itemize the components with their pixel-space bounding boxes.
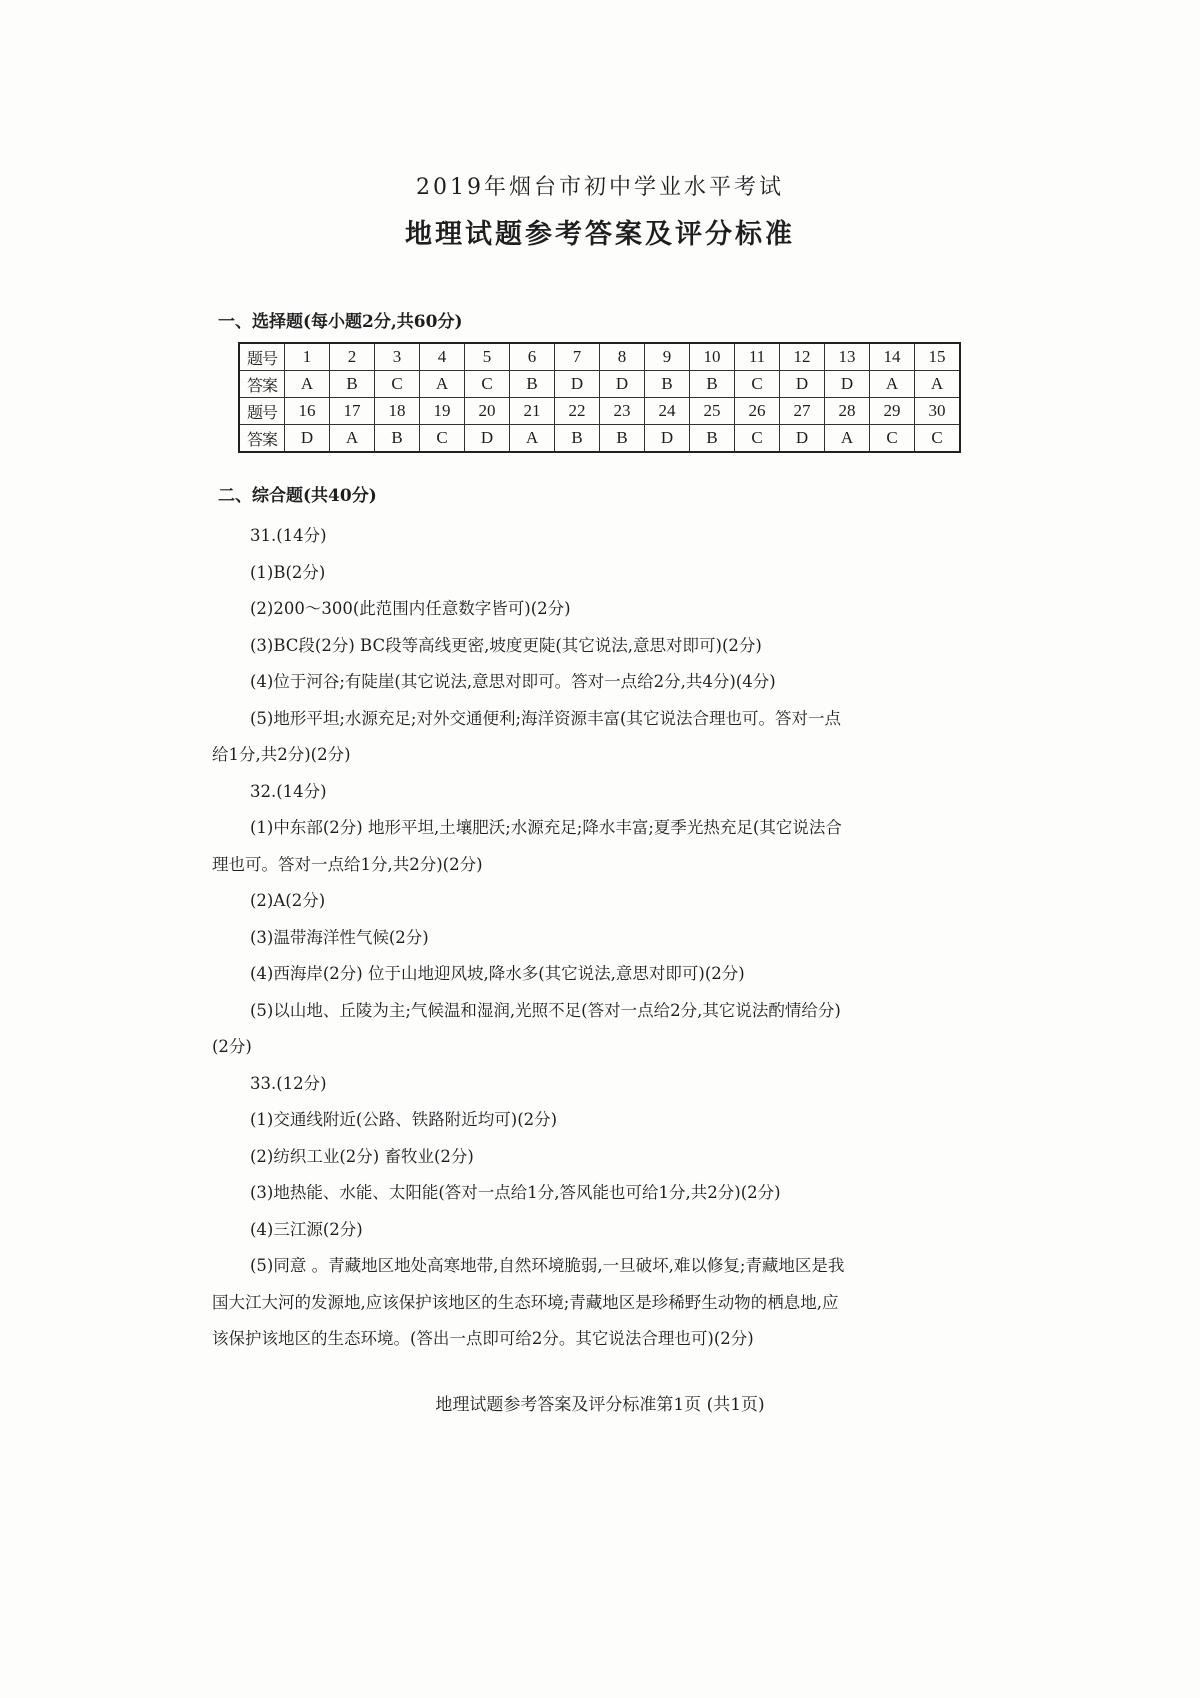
question-number-cell: 6	[510, 343, 555, 371]
question-number-cell: 28	[825, 398, 870, 425]
section2-heading: 二、综合题(共40分)	[218, 486, 377, 506]
answer-cell: B	[690, 371, 735, 398]
answer-cell: A	[510, 425, 555, 453]
answer-line: (3)BC段(2分) BC段等高线更密,坡度更陡(其它说法,意思对即可)(2分)	[250, 635, 762, 655]
page-footer: 地理试题参考答案及评分标准第1页 (共1页)	[435, 1395, 765, 1415]
answer-line: 理也可。答对一点给1分,共2分)(2分)	[212, 854, 483, 874]
question-number-cell: 20	[465, 398, 510, 425]
question-number-cell: 7	[555, 343, 600, 371]
question-number-cell: 23	[600, 398, 645, 425]
answer-cell: B	[690, 425, 735, 453]
row-label: 答案	[239, 371, 285, 398]
question-number-cell: 27	[780, 398, 825, 425]
answer-cell: C	[735, 425, 780, 453]
question-number-cell: 9	[645, 343, 690, 371]
answer-line: 国大江大河的发源地,应该保护该地区的生态环境;青藏地区是珍稀野生动物的栖息地,应	[212, 1292, 839, 1312]
question-number-cell: 12	[780, 343, 825, 371]
answer-line: (4)西海岸(2分) 位于山地迎风坡,降水多(其它说法,意思对即可)(2分)	[250, 964, 745, 983]
section1-heading: 一、选择题(每小题2分,共60分)	[218, 312, 463, 332]
question-number-cell: 8	[600, 343, 645, 371]
row-label: 题号	[239, 398, 285, 425]
answer-line: 33.(12分)	[250, 1073, 327, 1093]
question-number-cell: 16	[285, 398, 330, 425]
answer-table	[238, 342, 961, 453]
question-number-cell: 14	[870, 343, 915, 371]
answer-line: (3)温带海洋性气候(2分)	[250, 927, 429, 947]
answer-cell: D	[825, 371, 870, 398]
answer-cell: D	[465, 425, 510, 453]
question-number-cell: 29	[870, 398, 915, 425]
question-number-cell: 25	[690, 398, 735, 425]
answer-line: (5)以山地、丘陵为主;气候温和湿润,光照不足(答对一点给2分,其它说法酌情给分)	[250, 1000, 841, 1020]
question-number-cell: 4	[420, 343, 465, 371]
answer-line: (5)地形平坦;水源充足;对外交通便利;海洋资源丰富(其它说法合理也可。答对一点	[250, 708, 841, 728]
question-number-row	[239, 398, 960, 425]
answer-cell: C	[735, 371, 780, 398]
question-number-cell: 30	[915, 398, 961, 425]
question-number-cell: 1	[285, 343, 330, 371]
question-number-cell: 13	[825, 343, 870, 371]
answer-line: 该保护该地区的生态环境。(答出一点即可给2分。其它说法合理也可)(2分)	[212, 1329, 754, 1348]
answer-line: (2)A(2分)	[250, 891, 326, 910]
answer-line: (3)地热能、水能、太阳能(答对一点给1分,答风能也可给1分,共2分)(2分)	[250, 1183, 781, 1202]
answer-cell: D	[600, 371, 645, 398]
question-number-cell: 5	[465, 343, 510, 371]
question-number-cell: 24	[645, 398, 690, 425]
row-label: 题号	[239, 343, 285, 371]
answer-line: 给1分,共2分)(2分)	[212, 745, 351, 764]
question-number-row	[239, 343, 960, 371]
answer-cell: D	[555, 371, 600, 398]
answer-cell: C	[915, 425, 961, 453]
answer-line: (4)三江源(2分)	[250, 1219, 363, 1239]
answer-cell: A	[420, 371, 465, 398]
answer-cell: A	[870, 371, 915, 398]
question-number-cell: 22	[555, 398, 600, 425]
answer-cell: C	[870, 425, 915, 453]
answer-cell: B	[330, 371, 375, 398]
question-number-cell: 18	[375, 398, 420, 425]
row-label: 答案	[239, 425, 285, 453]
answer-line: (2)纺织工业(2分) 畜牧业(2分)	[250, 1146, 474, 1166]
answer-line: (1)交通线附近(公路、铁路附近均可)(2分)	[250, 1110, 558, 1129]
document-title: 地理试题参考答案及评分标准	[405, 219, 795, 250]
answer-row	[239, 425, 960, 453]
answer-cell: A	[330, 425, 375, 453]
answer-line: (4)位于河谷;有陡崖(其它说法,意思对即可。答对一点给2分,共4分)(4分)	[250, 672, 776, 691]
question-number-cell: 2	[330, 343, 375, 371]
answer-cell: B	[600, 425, 645, 453]
answer-cell: A	[285, 371, 330, 398]
question-number-cell: 26	[735, 398, 780, 425]
question-number-cell: 21	[510, 398, 555, 425]
answer-line: (1)B(2分)	[250, 562, 326, 582]
answer-cell: B	[645, 371, 690, 398]
answer-line: (5)同意 。青藏地区地处高寒地带,自然环境脆弱,一旦破坏,难以修复;青藏地区是我	[250, 1256, 845, 1275]
answer-cell: A	[915, 371, 961, 398]
question-number-cell: 15	[915, 343, 961, 371]
answer-cell: B	[555, 425, 600, 453]
question-number-cell: 3	[375, 343, 420, 371]
answer-row	[239, 371, 960, 398]
question-number-cell: 19	[420, 398, 465, 425]
answer-cell: A	[825, 425, 870, 453]
answer-line: (2分)	[212, 1037, 252, 1056]
answer-line: (1)中东部(2分) 地形平坦,土壤肥沃;水源充足;降水丰富;夏季光热充足(其它说法合	[250, 818, 842, 837]
answer-line: (2)200～300(此范围内任意数字皆可)(2分)	[250, 599, 571, 618]
answer-key-content	[212, 518, 1012, 1358]
answer-cell: B	[510, 371, 555, 398]
exam-title: 2019年烟台市初中学业水平考试	[416, 175, 784, 200]
question-number-cell: 10	[690, 343, 735, 371]
answer-cell: D	[645, 425, 690, 453]
answer-cell: D	[780, 371, 825, 398]
answer-cell: D	[285, 425, 330, 453]
answer-cell: C	[420, 425, 465, 453]
answer-line: 32.(14分)	[250, 781, 327, 801]
answer-cell: C	[375, 371, 420, 398]
answer-line: 31.(14分)	[250, 526, 327, 545]
answer-cell: C	[465, 371, 510, 398]
question-number-cell: 11	[735, 343, 780, 371]
question-number-cell: 17	[330, 398, 375, 425]
answer-cell: B	[375, 425, 420, 453]
answer-cell: D	[780, 425, 825, 453]
